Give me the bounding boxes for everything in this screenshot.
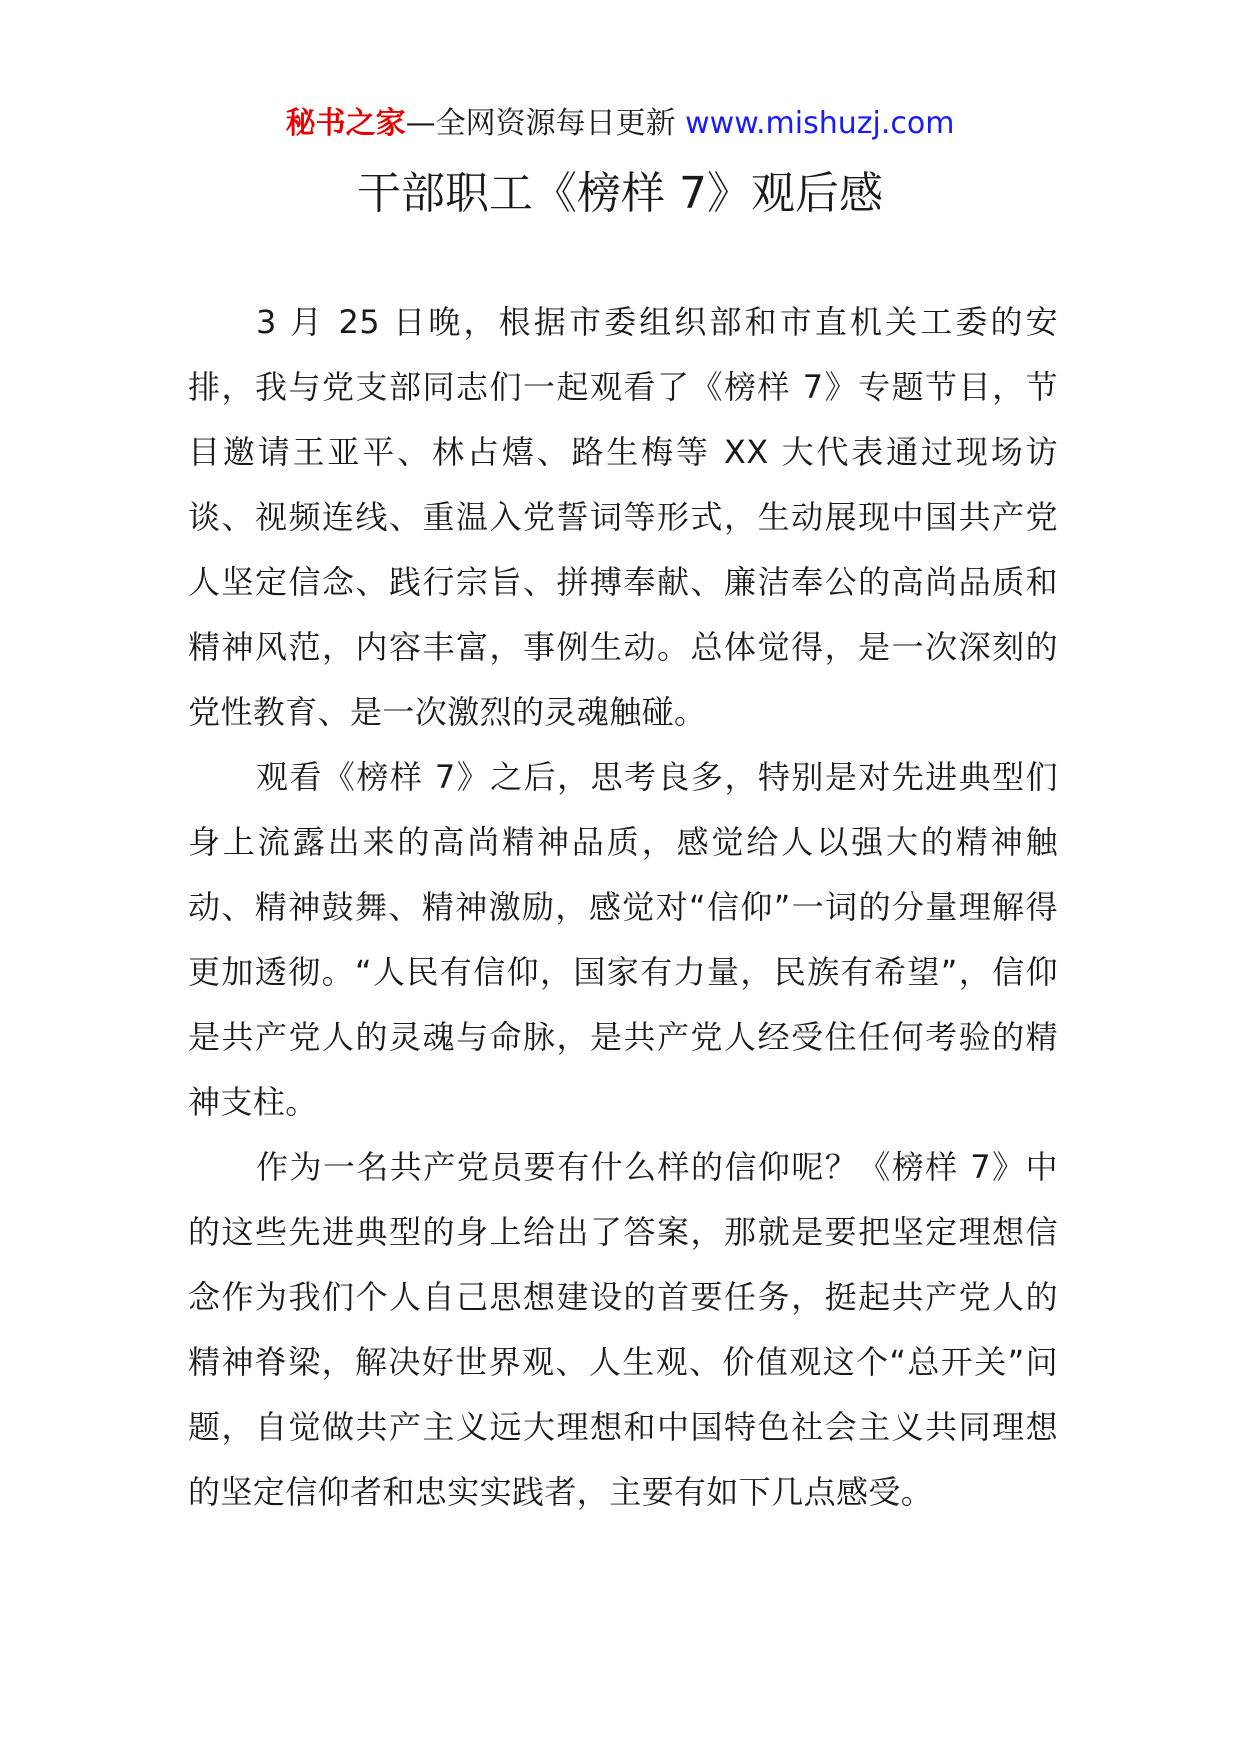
site-header: [0, 104, 1240, 144]
paragraph-3: 作为一名共产党员要有什么样的信仰呢？《榜样 7》中的这些先进典型的身上给出了答案，那就是要把坚定理想信念作为我们个人自己思想建设的首要任务，挺起共产党人的精神脊梁，解决好世界观、人生观、价值观这个“总开关”问题，自觉做共产主义远大理想和中国特色社会主义共同理想的坚定信仰者和忠实实践者，主要有如下几点感受。: [188, 1148, 1058, 1511]
site-brand: 秘书之家: [285, 106, 406, 141]
paragraph-1: 3 月 25 日晚，根据市委组织部和市直机关工委的安排，我与党支部同志们一起观看了《榜样 7》专题节目，节目邀请王亚平、林占熺、路生梅等 XX 大代表通过现场访谈、视频连线、重温入党誓词等形式，生动展现中国共产党人坚定信念、践行宗旨、拼搏奉献、廉洁奉公的高尚品质和精神风范，内容丰富，事例生动。总体觉得，是一次深刻的党性教育、是一次激烈的灵魂触碰。: [188, 303, 1058, 731]
document-title: 干部职工《榜样 7》观后感: [357, 168, 883, 219]
paragraph-2: 观看《榜样 7》之后，思考良多，特别是对先进典型们身上流露出来的高尚精神品质，感觉给人以强大的精神触动、精神鼓舞、精神激励，感觉对“信仰”一词的分量理解得更加透彻。“人民有信仰，国家有力量，民族有希望”，信仰是共产党人的灵魂与命脉，是共产党人经受住任何考验的精神支柱。: [188, 758, 1058, 1121]
document-body: [188, 290, 1058, 1525]
site-slogan: —全网资源每日更新: [405, 106, 676, 141]
site-url-link[interactable]: www.mishuzj.com: [685, 106, 955, 141]
